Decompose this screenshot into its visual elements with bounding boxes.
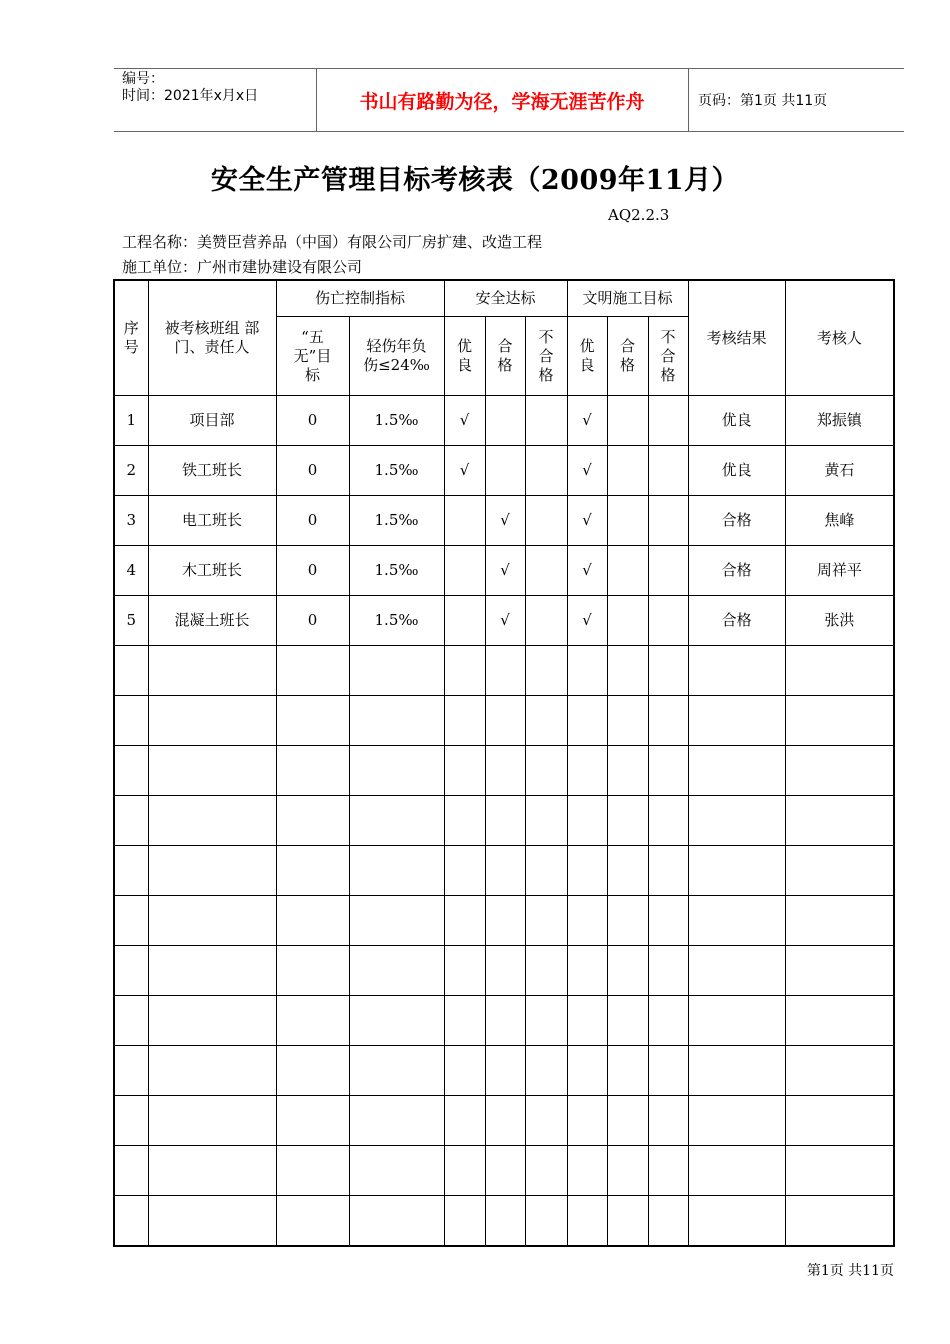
cell-civil-excellent: √ <box>567 546 607 596</box>
cell-result <box>688 1096 785 1146</box>
cell-safety-fail <box>525 1096 567 1146</box>
cell-minor-injury <box>349 1146 444 1196</box>
table-row-empty <box>114 846 894 896</box>
cell-safety-excellent <box>444 746 485 796</box>
cell-result <box>688 946 785 996</box>
cell-civil-pass <box>607 646 648 696</box>
cell-unit <box>148 946 276 996</box>
cell-unit <box>148 996 276 1046</box>
cell-minor-injury <box>349 796 444 846</box>
cell-civil-fail <box>648 396 688 446</box>
cell-safety-excellent <box>444 496 485 546</box>
table-row <box>114 396 894 446</box>
table-row-empty <box>114 1146 894 1196</box>
cell-safety-fail <box>525 646 567 696</box>
cell-assessor: 周祥平 <box>785 546 894 596</box>
cell-civil-excellent <box>567 746 607 796</box>
cell-safety-excellent <box>444 896 485 946</box>
cell-civil-pass <box>607 1046 648 1096</box>
cell-seq <box>114 1096 148 1146</box>
cell-civil-pass <box>607 746 648 796</box>
cell-five-none <box>276 946 349 996</box>
header-casualty-group: 伤亡控制指标 <box>276 280 444 317</box>
cell-safety-fail <box>525 746 567 796</box>
header-civil-excellent: 优良 <box>567 317 607 396</box>
cell-safety-fail <box>525 796 567 846</box>
table-row-empty <box>114 696 894 746</box>
cell-unit: 铁工班长 <box>148 446 276 496</box>
cell-safety-excellent <box>444 946 485 996</box>
cell-safety-pass <box>485 396 525 446</box>
cell-minor-injury <box>349 946 444 996</box>
cell-safety-fail <box>525 846 567 896</box>
cell-safety-excellent <box>444 796 485 846</box>
cell-five-none: 0 <box>276 546 349 596</box>
cell-assessor <box>785 746 894 796</box>
cell-result <box>688 1146 785 1196</box>
cell-seq <box>114 746 148 796</box>
cell-civil-excellent <box>567 996 607 1046</box>
cell-five-none <box>276 646 349 696</box>
cell-result <box>688 1046 785 1096</box>
cell-unit <box>148 696 276 746</box>
cell-five-none: 0 <box>276 596 349 646</box>
cell-seq <box>114 796 148 846</box>
cell-civil-excellent: √ <box>567 596 607 646</box>
cell-result: 优良 <box>688 396 785 446</box>
table-row-empty <box>114 746 894 796</box>
cell-assessor <box>785 796 894 846</box>
cell-civil-excellent <box>567 846 607 896</box>
cell-safety-pass <box>485 696 525 746</box>
cell-safety-pass <box>485 996 525 1046</box>
cell-minor-injury: 1.5‰ <box>349 496 444 546</box>
cell-seq: 2 <box>114 446 148 496</box>
cell-minor-injury <box>349 746 444 796</box>
cell-civil-excellent <box>567 796 607 846</box>
cell-safety-pass <box>485 446 525 496</box>
cell-civil-pass <box>607 946 648 996</box>
cell-safety-pass <box>485 796 525 846</box>
cell-safety-pass: √ <box>485 596 525 646</box>
table-row <box>114 596 894 646</box>
cell-civil-pass <box>607 446 648 496</box>
cell-civil-pass <box>607 546 648 596</box>
cell-unit: 电工班长 <box>148 496 276 546</box>
cell-assessor <box>785 996 894 1046</box>
header-minor-injury: 轻伤年负伤≤24‰ <box>349 317 444 396</box>
cell-minor-injury: 1.5‰ <box>349 546 444 596</box>
header-safety-group: 安全达标 <box>444 280 567 317</box>
table-row <box>114 546 894 596</box>
cell-result: 合格 <box>688 596 785 646</box>
cell-result <box>688 796 785 846</box>
cell-result <box>688 646 785 696</box>
cell-safety-excellent <box>444 646 485 696</box>
cell-unit: 项目部 <box>148 396 276 446</box>
header-motto: 书山有路勤为径，学海无涯苦作舟 <box>359 91 645 113</box>
cell-assessor <box>785 1196 894 1247</box>
cell-civil-fail <box>648 1096 688 1146</box>
cell-assessor <box>785 696 894 746</box>
cell-safety-pass <box>485 946 525 996</box>
cell-civil-excellent <box>567 1196 607 1247</box>
cell-civil-fail <box>648 1046 688 1096</box>
cell-result <box>688 696 785 746</box>
cell-safety-fail <box>525 1196 567 1247</box>
cell-five-none <box>276 1046 349 1096</box>
cell-safety-fail <box>525 546 567 596</box>
cell-safety-fail <box>525 1046 567 1096</box>
cell-seq <box>114 1146 148 1196</box>
cell-unit <box>148 796 276 846</box>
form-code: AQ2.2.3 <box>608 206 670 224</box>
cell-safety-fail <box>525 596 567 646</box>
cell-unit: 混凝土班长 <box>148 596 276 646</box>
header-result: 考核结果 <box>688 280 785 396</box>
cell-safety-pass <box>485 746 525 796</box>
cell-civil-excellent <box>567 1046 607 1096</box>
cell-result: 合格 <box>688 496 785 546</box>
cell-assessor <box>785 1146 894 1196</box>
header-divider <box>688 69 689 131</box>
cell-seq <box>114 1046 148 1096</box>
cell-civil-pass <box>607 1096 648 1146</box>
cell-civil-excellent: √ <box>567 496 607 546</box>
cell-seq <box>114 696 148 746</box>
cell-seq <box>114 1196 148 1247</box>
cell-safety-fail <box>525 446 567 496</box>
cell-five-none: 0 <box>276 396 349 446</box>
cell-unit <box>148 646 276 696</box>
table-row-empty <box>114 896 894 946</box>
cell-civil-fail <box>648 696 688 746</box>
cell-safety-excellent <box>444 546 485 596</box>
cell-civil-excellent <box>567 696 607 746</box>
cell-five-none <box>276 846 349 896</box>
cell-civil-fail <box>648 546 688 596</box>
cell-safety-excellent <box>444 696 485 746</box>
cell-seq <box>114 846 148 896</box>
cell-five-none <box>276 1146 349 1196</box>
header-safety-excellent: 优良 <box>444 317 485 396</box>
cell-result <box>688 846 785 896</box>
header-safety-pass: 合格 <box>485 317 525 396</box>
cell-minor-injury <box>349 1196 444 1247</box>
table-row-empty <box>114 1196 894 1247</box>
cell-minor-injury <box>349 1046 444 1096</box>
cell-seq <box>114 996 148 1046</box>
cell-result: 优良 <box>688 446 785 496</box>
cell-civil-fail <box>648 446 688 496</box>
cell-assessor <box>785 846 894 896</box>
cell-seq <box>114 896 148 946</box>
assessment-table <box>113 279 895 1247</box>
cell-unit: 木工班长 <box>148 546 276 596</box>
cell-civil-pass <box>607 896 648 946</box>
cell-five-none <box>276 696 349 746</box>
cell-safety-pass <box>485 646 525 696</box>
cell-civil-fail <box>648 946 688 996</box>
cell-safety-pass <box>485 896 525 946</box>
contractor-name: 施工单位：广州市建协建设有限公司 <box>122 258 363 276</box>
table-row-empty <box>114 796 894 846</box>
cell-safety-excellent <box>444 996 485 1046</box>
cell-assessor <box>785 1046 894 1096</box>
cell-civil-fail <box>648 646 688 696</box>
table-row-empty <box>114 996 894 1046</box>
cell-civil-fail <box>648 846 688 896</box>
cell-safety-fail <box>525 1146 567 1196</box>
cell-assessor <box>785 646 894 696</box>
cell-seq: 1 <box>114 396 148 446</box>
header-five-none: “五无”目标 <box>276 317 349 396</box>
cell-civil-excellent: √ <box>567 446 607 496</box>
cell-seq: 4 <box>114 546 148 596</box>
cell-five-none <box>276 1196 349 1247</box>
cell-result <box>688 1196 785 1247</box>
cell-unit <box>148 846 276 896</box>
cell-assessor: 焦峰 <box>785 496 894 546</box>
cell-assessor: 郑振镇 <box>785 396 894 446</box>
table-row-empty <box>114 1096 894 1146</box>
cell-civil-pass <box>607 846 648 896</box>
cell-safety-pass <box>485 1096 525 1146</box>
cell-unit <box>148 896 276 946</box>
document-number: 编号： <box>122 71 164 87</box>
cell-safety-excellent <box>444 1046 485 1096</box>
cell-civil-pass <box>607 396 648 446</box>
cell-safety-fail <box>525 396 567 446</box>
cell-minor-injury <box>349 896 444 946</box>
header-seq: 序号 <box>114 280 148 396</box>
cell-minor-injury <box>349 846 444 896</box>
cell-civil-excellent <box>567 1146 607 1196</box>
cell-safety-pass: √ <box>485 546 525 596</box>
cell-result <box>688 746 785 796</box>
cell-safety-pass: √ <box>485 496 525 546</box>
cell-five-none <box>276 996 349 1046</box>
cell-five-none <box>276 746 349 796</box>
cell-safety-fail <box>525 896 567 946</box>
document-time: 时间：2021年x月x日 <box>122 88 259 104</box>
table-row <box>114 446 894 496</box>
cell-safety-pass <box>485 1146 525 1196</box>
cell-unit <box>148 1196 276 1247</box>
header-safety-fail: 不合格 <box>525 317 567 396</box>
cell-civil-pass <box>607 1196 648 1247</box>
cell-assessor <box>785 1096 894 1146</box>
cell-safety-fail <box>525 496 567 546</box>
page-footer: 第1页 共11页 <box>806 1263 894 1279</box>
cell-safety-fail <box>525 946 567 996</box>
cell-civil-pass <box>607 996 648 1046</box>
cell-five-none: 0 <box>276 446 349 496</box>
cell-five-none <box>276 796 349 846</box>
cell-minor-injury: 1.5‰ <box>349 446 444 496</box>
document-header <box>114 68 904 132</box>
header-unit: 被考核班组 部门、责任人 <box>148 280 276 396</box>
cell-civil-fail <box>648 1196 688 1247</box>
cell-civil-fail <box>648 996 688 1046</box>
cell-minor-injury <box>349 996 444 1046</box>
cell-five-none <box>276 896 349 946</box>
cell-civil-fail <box>648 496 688 546</box>
cell-civil-excellent <box>567 896 607 946</box>
cell-safety-excellent <box>444 1146 485 1196</box>
cell-unit <box>148 1146 276 1196</box>
cell-civil-excellent: √ <box>567 396 607 446</box>
cell-safety-pass <box>485 846 525 896</box>
cell-assessor <box>785 946 894 996</box>
cell-result: 合格 <box>688 546 785 596</box>
header-civil-group: 文明施工目标 <box>567 280 688 317</box>
cell-safety-excellent: √ <box>444 446 485 496</box>
cell-minor-injury <box>349 1096 444 1146</box>
cell-unit <box>148 1046 276 1096</box>
cell-minor-injury: 1.5‰ <box>349 596 444 646</box>
cell-civil-excellent <box>567 646 607 696</box>
cell-seq: 5 <box>114 596 148 646</box>
cell-minor-injury <box>349 696 444 746</box>
cell-unit <box>148 746 276 796</box>
cell-assessor: 黄石 <box>785 446 894 496</box>
cell-safety-excellent: √ <box>444 396 485 446</box>
cell-safety-pass <box>485 1196 525 1247</box>
cell-safety-excellent <box>444 596 485 646</box>
cell-civil-pass <box>607 696 648 746</box>
cell-minor-injury: 1.5‰ <box>349 396 444 446</box>
cell-safety-fail <box>525 696 567 746</box>
cell-unit <box>148 1096 276 1146</box>
header-page-number: 页码：第1页 共11页 <box>698 93 828 109</box>
cell-five-none <box>276 1096 349 1146</box>
cell-civil-pass <box>607 596 648 646</box>
cell-five-none: 0 <box>276 496 349 546</box>
cell-assessor: 张洪 <box>785 596 894 646</box>
table-row <box>114 496 894 546</box>
cell-assessor <box>785 896 894 946</box>
cell-seq: 3 <box>114 496 148 546</box>
cell-seq <box>114 946 148 996</box>
cell-safety-excellent <box>444 1196 485 1247</box>
cell-civil-pass <box>607 496 648 546</box>
cell-civil-excellent <box>567 1096 607 1146</box>
table-row-empty <box>114 1046 894 1096</box>
cell-safety-excellent <box>444 846 485 896</box>
cell-civil-pass <box>607 1146 648 1196</box>
cell-result <box>688 996 785 1046</box>
project-name: 工程名称：美赞臣营养品（中国）有限公司厂房扩建、改造工程 <box>122 233 543 251</box>
cell-result <box>688 896 785 946</box>
cell-safety-pass <box>485 1046 525 1096</box>
cell-civil-fail <box>648 1146 688 1196</box>
cell-civil-pass <box>607 796 648 846</box>
cell-civil-fail <box>648 896 688 946</box>
cell-seq <box>114 646 148 696</box>
page-title: 安全生产管理目标考核表（2009年11月） <box>210 165 740 196</box>
table-row-empty <box>114 946 894 996</box>
cell-civil-fail <box>648 796 688 846</box>
cell-civil-fail <box>648 746 688 796</box>
cell-safety-fail <box>525 996 567 1046</box>
cell-civil-excellent <box>567 946 607 996</box>
cell-minor-injury <box>349 646 444 696</box>
header-meta <box>122 71 258 105</box>
table-row-empty <box>114 646 894 696</box>
header-civil-pass: 合格 <box>607 317 648 396</box>
cell-civil-fail <box>648 596 688 646</box>
header-assessor: 考核人 <box>785 280 894 396</box>
header-civil-fail: 不合格 <box>648 317 688 396</box>
cell-safety-excellent <box>444 1096 485 1146</box>
